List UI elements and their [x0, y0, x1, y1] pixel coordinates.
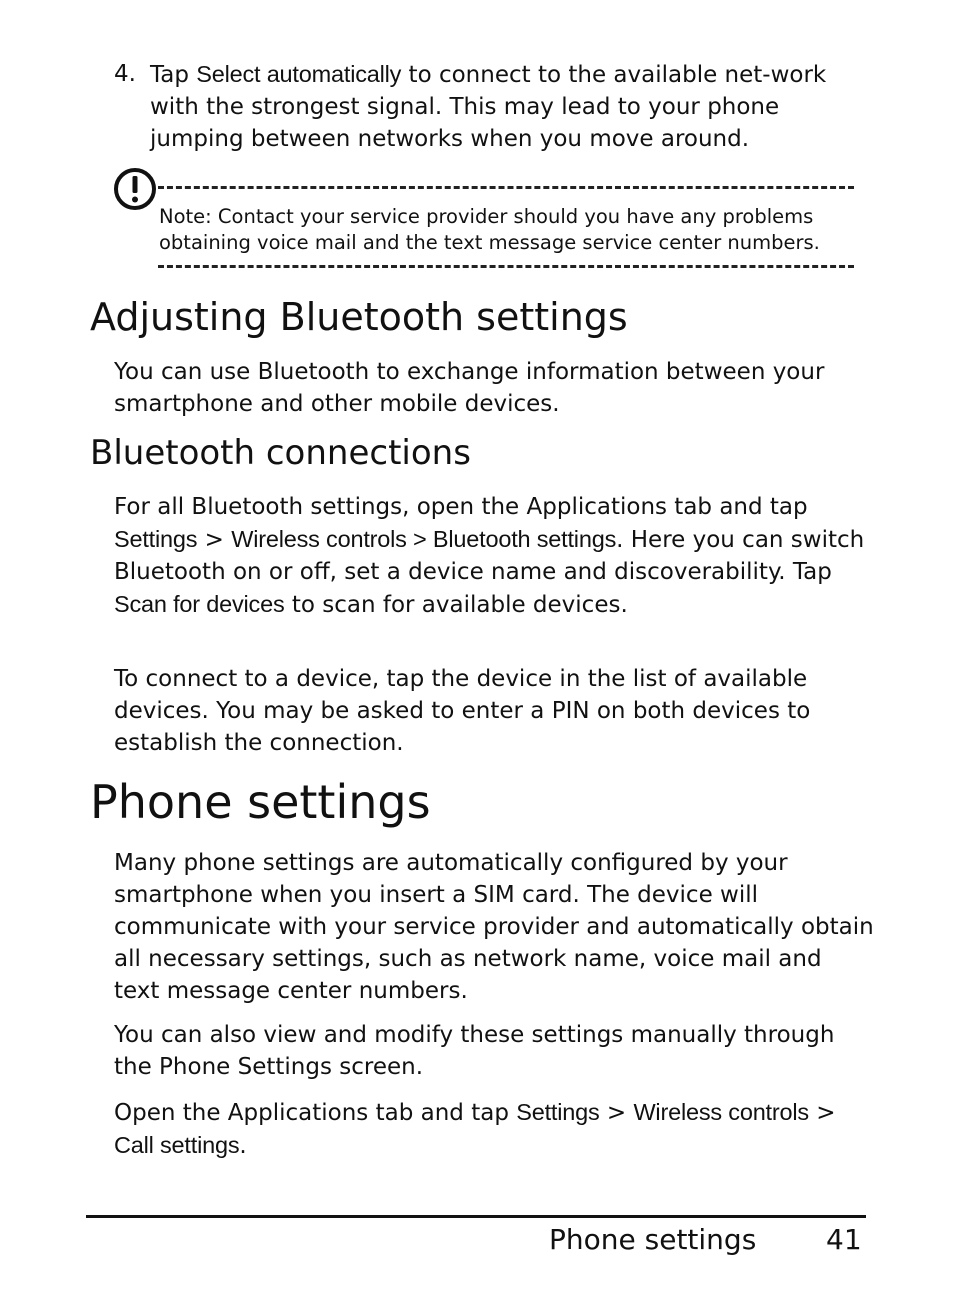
page-number: 41 [826, 1223, 862, 1256]
heading-adjusting-bluetooth: Adjusting Bluetooth settings [90, 295, 628, 339]
heading-bluetooth-connections: Bluetooth connections [90, 433, 471, 473]
ui-call-settings: Call settings [114, 1132, 240, 1158]
phone-settings-paragraph-1: Many phone settings are automatically configured by your smartphone when you insert a SIM card. The device will communicate with your service provider and automatically obtain all necessary settings, such as network name, voice mail and text message center numbers. [114, 850, 874, 1004]
footer-rule [86, 1215, 866, 1218]
ui-wireless-controls: Wireless controls [633, 1099, 809, 1125]
ui-settings: Settings [114, 526, 198, 552]
note-bottom-divider [158, 265, 854, 268]
ui-select-automatically: Select automatically [196, 61, 402, 87]
ui-settings: Settings [516, 1099, 600, 1125]
step-number: 4. [114, 61, 136, 87]
bluetooth-connections-paragraph: For all Bluetooth settings, open the Applications tab and tap Settings > Wireless controls > Bluetooth settings. Here you can switch Bluetooth on or off, set a device name and discoverability. Tap Scan for devices to scan for available devices. [114, 494, 865, 618]
bluetooth-connect-paragraph: To connect to a device, tap the device in the list of available devices. You may be asked to enter a PIN on both devices to establish the connection. [114, 666, 811, 756]
heading-phone-settings: Phone settings [90, 775, 431, 829]
ui-wireless-bluetooth-settings: Wireless controls > Bluetooth settings [231, 526, 617, 552]
note-top-divider [158, 186, 854, 189]
exclamation-circle-icon [112, 166, 158, 212]
step-text: Tap Select automatically to connect to the available net-work with the strongest signal. This may lead to your phone jumping between networks when you move around. [150, 61, 827, 152]
phone-settings-paragraph-2: You can also view and modify these settings manually through the Phone Settings screen. [114, 1022, 835, 1080]
bluetooth-intro: You can use Bluetooth to exchange information between your smartphone and other mobile devices. [114, 359, 825, 417]
phone-settings-paragraph-3: Open the Applications tab and tap Settings > Wireless controls > Call settings. [114, 1099, 836, 1159]
footer-section-title: Phone settings [549, 1223, 757, 1256]
note-text: Note: Contact your service provider should you have any problems obtaining voice mail and the text message service center numbers. [159, 205, 820, 254]
ui-scan-for-devices: Scan for devices [114, 591, 285, 617]
